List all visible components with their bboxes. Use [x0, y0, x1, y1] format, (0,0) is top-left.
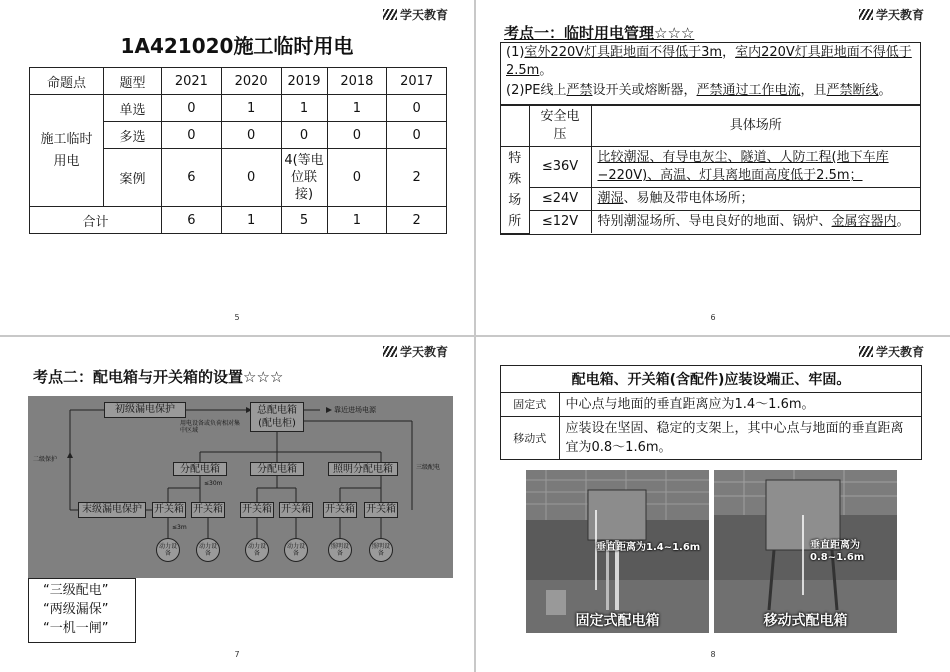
three-level-distribution-label: 三级配电 [416, 464, 441, 471]
brand-logo [383, 343, 448, 360]
principles-box [28, 578, 136, 643]
fixed-box-caption: 固定式配电箱 [575, 613, 660, 629]
table-cell: 0 [327, 122, 387, 149]
text: 严禁 [566, 83, 593, 98]
page-number: 8 [710, 650, 716, 659]
switch-box: 开关箱 [152, 502, 186, 518]
brand-name: 学天教育 [875, 8, 924, 22]
table-cell: 0 [221, 149, 281, 207]
brand-mark-icon [859, 9, 873, 20]
content-box [500, 42, 921, 235]
power-device-icon: 动力设备 [284, 538, 308, 562]
near-source-label: 靠近进场电源 [334, 406, 376, 414]
text: 设开关或熔断器， [592, 83, 697, 98]
table-row [501, 211, 920, 234]
sub-distribution-box-1: 分配电箱 [173, 462, 227, 476]
text: 严禁断线 [826, 83, 879, 98]
distance-30m-label: ≤30m [204, 480, 223, 487]
table-cell: 0 [162, 95, 222, 122]
total-label: 合计 [30, 207, 162, 234]
switch-box: 开关箱 [191, 502, 225, 518]
table-cell: 6 [162, 149, 222, 207]
table-cell: 案例 [104, 149, 162, 207]
page-number: 5 [234, 313, 240, 322]
table-cell: 移动式 [501, 417, 559, 460]
text: 严禁通过工作电流 [696, 83, 801, 98]
brand-mark-icon [383, 346, 397, 357]
special-places-cell: 特殊场所 [501, 147, 529, 234]
text: (1) [506, 45, 525, 60]
exam-stats-table [29, 67, 447, 234]
table-cell: 0 [221, 122, 281, 149]
brand-name: 学天教育 [875, 345, 924, 359]
topic-cell: 施工临时用电 [30, 95, 104, 207]
table-header: 题型 [104, 68, 162, 95]
table-cell: 1 [221, 207, 281, 234]
mobile-box-photo [714, 470, 897, 633]
table-row [501, 188, 920, 211]
text: 金属容器内 [831, 214, 897, 229]
section-heading: 考点一：临时用电管理☆☆☆ [504, 24, 695, 42]
page-number: 7 [234, 650, 240, 659]
table-cell: ≤24V [529, 188, 591, 211]
table-row [501, 417, 921, 460]
fixed-box-photo [526, 470, 709, 633]
table-row [501, 147, 920, 188]
brand-name: 学天教育 [399, 8, 448, 22]
table-header-row [501, 105, 920, 147]
text: 、易触及带电体场所； [623, 191, 754, 206]
table-cell: 1 [221, 95, 281, 122]
switch-box: 开关箱 [240, 502, 274, 518]
table-cell: 1 [327, 207, 387, 234]
sub-distribution-box-2: 分配电箱 [250, 462, 304, 476]
brand-mark-icon [859, 346, 873, 357]
brand-name: 学天教育 [399, 345, 448, 359]
table-row [30, 95, 447, 122]
text: 室外220V灯具距地面不得低于3m [524, 45, 723, 60]
installation-box [500, 365, 922, 460]
table-header: 2020 [221, 68, 281, 95]
table-cell: 中心点与地面的垂直距离应为1.4～1.6m。 [559, 393, 921, 417]
lighting-distribution-box: 照明分配电箱 [328, 462, 398, 476]
table-cell: 比较潮湿、有导电灰尘、隧道、人防工程(地下车库−220V)、高温、灯具离地面高度低于2.5m； [591, 147, 920, 188]
slide-7 [0, 337, 474, 672]
table-cell: 多选 [104, 122, 162, 149]
table-cell [591, 211, 920, 234]
table-cell: 应装设在坚固、稳定的支架上，其中心点与地面的垂直距离宜为0.8～1.6m。 [559, 417, 921, 460]
lighting-device-icon: 照明设备 [369, 538, 393, 562]
switch-box: 开关箱 [364, 502, 398, 518]
page-number: 6 [710, 313, 716, 322]
text: ，且 [800, 83, 827, 98]
slide-title: 1A421020施工临时用电 [120, 34, 354, 58]
table-cell: 0 [327, 149, 387, 207]
table-cell: 单选 [104, 95, 162, 122]
safety-voltage-table [501, 104, 920, 234]
lighting-device-icon: 照明设备 [328, 538, 352, 562]
slide-6 [476, 0, 950, 335]
table-cell: 5 [281, 207, 327, 234]
text: 特别潮湿场所、导电良好的地面、锅炉、 [597, 214, 832, 229]
distribution-diagram [28, 396, 453, 578]
table-cell: 2 [387, 149, 447, 207]
table-cell: 0 [162, 122, 222, 149]
total-row [30, 207, 447, 234]
text: (2)PE线上 [506, 83, 567, 98]
initial-protection-box: 初级漏电保护 [104, 402, 186, 418]
fixed-box-distance-label: 垂直距离为1.4~1.6m [596, 542, 701, 553]
slide-8 [476, 337, 950, 672]
brand-logo [859, 343, 924, 360]
main-distribution-box: 总配电箱(配电柜) [250, 402, 304, 432]
mobile-box-distance-label: 垂直距离为0.8~1.6m [810, 540, 865, 563]
table-header: 2018 [327, 68, 387, 95]
brand-logo [383, 6, 448, 23]
installation-heading: 配电箱、开关箱(含配件)应装设端正、牢固。 [501, 366, 921, 393]
table-header-row [30, 68, 447, 95]
table-cell [591, 188, 920, 211]
table-header: 2021 [162, 68, 222, 95]
table-header: 2017 [387, 68, 447, 95]
rule-paragraph-1 [501, 43, 920, 81]
power-device-icon: 动力设备 [245, 538, 269, 562]
switch-box: 开关箱 [279, 502, 313, 518]
text: ， [722, 45, 736, 60]
principle-item: “一机一闸” [43, 621, 109, 636]
rule-paragraph-2 [501, 81, 920, 104]
power-device-icon: 动力设备 [156, 538, 180, 562]
slide-5 [0, 0, 474, 335]
text: 。 [896, 214, 910, 229]
table-header: 2019 [281, 68, 327, 95]
text: 室内220V灯具距地面不得低于2.5m [506, 45, 912, 78]
table-cell: 6 [162, 207, 222, 234]
table-cell: ≤36V [529, 147, 591, 188]
distance-3m-label: ≤3m [172, 524, 187, 531]
two-level-protection-label: 二级保护 [33, 456, 58, 463]
table-header: 命题点 [30, 68, 104, 95]
power-device-icon: 动力设备 [196, 538, 220, 562]
principle-item: “两级漏保” [43, 602, 109, 617]
table-cell: 1 [327, 95, 387, 122]
table-cell: 1 [281, 95, 327, 122]
brand-logo [859, 6, 924, 23]
text: 。 [539, 63, 553, 78]
section-heading: 考点二：配电箱与开关箱的设置☆☆☆ [33, 368, 284, 386]
table-row [501, 393, 921, 417]
table-cell: 0 [281, 122, 327, 149]
table-cell: 4(等电位联接) [281, 149, 327, 207]
installation-table [501, 393, 921, 459]
table-cell: 0 [387, 122, 447, 149]
switch-box: 开关箱 [323, 502, 357, 518]
text: 潮湿 [597, 191, 624, 206]
text: 。 [878, 83, 892, 98]
table-header: 安全电压 [529, 105, 591, 147]
principle-item: “三级配电” [43, 583, 109, 598]
final-protection-box: 末级漏电保护 [78, 502, 146, 518]
mobile-box-caption: 移动式配电箱 [763, 613, 848, 629]
table-cell: ≤12V [529, 211, 591, 234]
table-cell: 0 [387, 95, 447, 122]
brand-mark-icon [383, 9, 397, 20]
table-header: 具体场所 [591, 105, 920, 147]
table-cell: 2 [387, 207, 447, 234]
table-cell: 固定式 [501, 393, 559, 417]
concentrated-area-note: 用电设备或负荷相对集中区域 [180, 420, 241, 434]
